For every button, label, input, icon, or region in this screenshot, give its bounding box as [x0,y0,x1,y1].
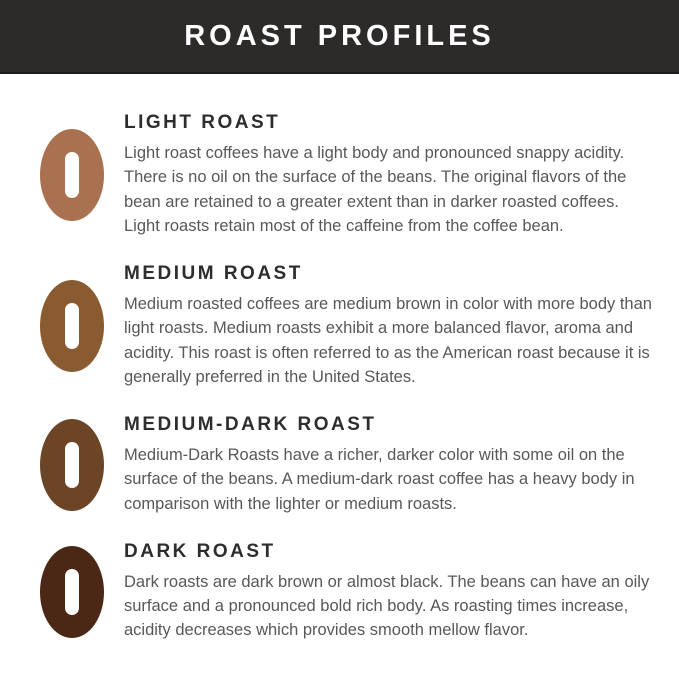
section-description: Light roast coffees have a light body and pronounced snappy acidity. There is no oil on the surface of the beans. The original flavors of the bean are retained to a greater extent than in darker roasted coffees. Light roasts retain most of the caffeine from the coffee bean. [124,144,627,235]
header-bar [0,0,679,74]
text-column [124,263,655,389]
text-column [124,541,655,643]
text-column [124,112,655,238]
bean-slit [65,569,79,615]
section-description: Medium roasted coffees are medium brown in color with more body than light roasts. Medium roasts exhibit a more balanced flavor, aroma and acidity. This roast is often referred to as the American roast because it is generally preferred in the United States. [124,295,652,386]
coffee-bean-icon [40,546,104,638]
bean-slit [65,152,79,198]
section-medium-dark-roast [40,414,655,516]
coffee-bean-icon [40,419,104,511]
page-title: ROAST PROFILES [184,19,495,52]
section-title: MEDIUM-DARK ROAST [124,414,377,435]
bean-column [40,419,104,511]
coffee-bean-icon [40,129,104,221]
bean-slit [65,442,79,488]
section-medium-roast [40,263,655,389]
content-area [0,74,679,643]
bean-slit [65,303,79,349]
section-title: MEDIUM ROAST [124,263,303,284]
section-dark-roast [40,541,655,643]
section-light-roast [40,112,655,238]
section-description: Dark roasts are dark brown or almost black. The beans can have an oily surface and a pronounced bold rich body. As roasting times increase, acidity decreases which provides smooth mellow flavor. [124,572,650,640]
bean-column [40,546,104,638]
section-title: DARK ROAST [124,540,276,562]
section-description: Medium-Dark Roasts have a richer, darker color with some oil on the surface of the beans. A medium-dark roast coffee has a heavy body in comparison with the lighter or medium roasts. [124,446,635,513]
bean-column [40,280,104,372]
bean-column [40,129,104,221]
coffee-bean-icon [40,280,104,372]
text-column [124,414,655,516]
section-title: LIGHT ROAST [124,112,281,133]
